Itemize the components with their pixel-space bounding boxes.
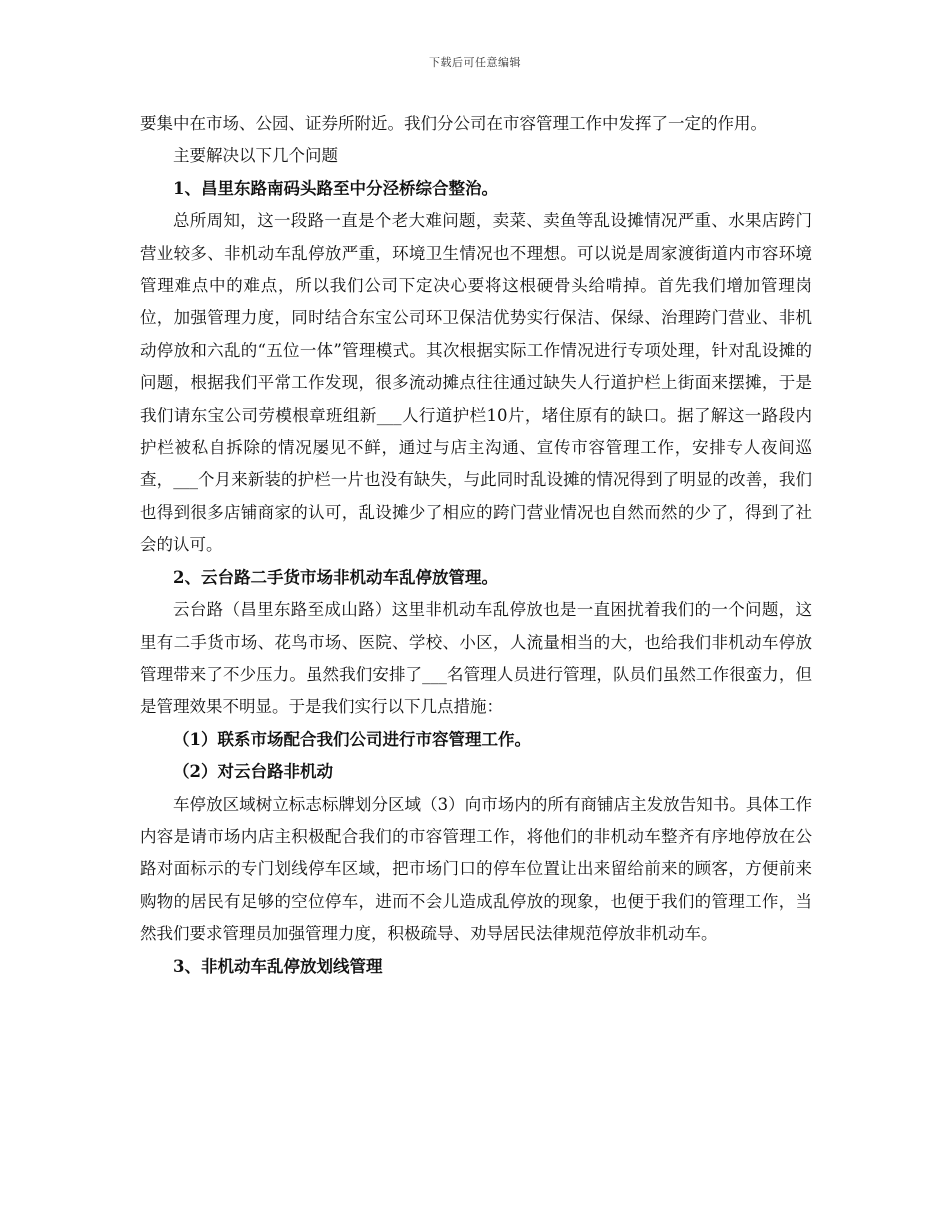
page-header: 下载后可任意编辑 — [429, 56, 521, 69]
measure-2: （2）对云台路非机动 — [173, 762, 333, 782]
paragraph-section-2: 云台路（昌里东路至成山路）这里非机动车乱停放也是一直困扰着我们的一个问题，这里有二手货市场、花鸟市场、医院、学校、小区，人流量相当的大，也给我们非机动车停放管理带来了不少压力。虽然我们安排了___名管理人员进行管理，队员们虽然工作很蛮力，但是管理效果不明显。于是我们实行以下几点措施： — [140, 600, 812, 717]
section-heading-2: 2、云台路二手货市场非机动车乱停放管理。 — [173, 567, 498, 587]
section-heading-1: 1、昌里东路南码头路至中分泾桥综合整治。 — [173, 178, 498, 198]
paragraph-intro: 要集中在市场、公园、证券所附近。我们分公司在市容管理工作中发挥了一定的作用。 — [140, 114, 767, 133]
measure-1: （1）联系市场配合我们公司进行市容管理工作。 — [173, 729, 531, 749]
document-body — [140, 108, 812, 983]
paragraph-problems-lead: 主要解决以下几个问题 — [173, 146, 338, 166]
paragraph-measures-detail: 车停放区域树立标志标牌划分区域（3）向市场内的所有商铺店主发放告知书。具体工作内容是请市场内店主积极配合我们的市容管理工作，将他们的非机动车整齐有序地停放在公路对面标示的专门划线停车区域，把市场门口的停车位置让出来留给前来的顾客，方便前来购物的居民有足够的空位停车，进而不会儿造成乱停放的现象，也便于我们的管理工作，当然我们要求管理员加强管理力度，积极疏导、劝导居民法律规范停放非机动车。 — [140, 794, 812, 944]
section-heading-3: 3、非机动车乱停放划线管理 — [173, 956, 383, 976]
paragraph-section-1: 总所周知，这一段路一直是个老大难问题，卖菜、卖鱼等乱设摊情况严重、水果店跨门营业较多、非机动车乱停放严重，环境卫生情况也不理想。可以说是周家渡街道内市容环境管理难点中的难点，所以我们公司下定决心要将这根硬骨头给啃掉。首先我们增加管理岗位，加强管理力度，同时结合东宝公司环卫保洁优势实行保洁、保绿、治理跨门营业、非机动停放和六乱的“五位一体”管理模式。其次根据实际工作情况进行专项处理，针对乱设摊的问题，根据我们平常工作发现，很多流动摊点往往通过缺失人行道护栏上街面来摆摊，于是我们请东宝公司劳模根章班组新___人行道护栏10片，堵住原有的缺口。据了解这一路段内护栏被私自拆除的情况屡见不鲜，通过与店主沟通、宣传市容管理工作，安排专人夜间巡查，___个月来新装的护栏一片也没有缺失，与此同时乱设摊的情况得到了明显的改善，我们也得到很多店铺商家的认可，乱设摊少了相应的跨门营业情况也自然而然的少了，得到了社会的认可。 — [140, 211, 812, 555]
